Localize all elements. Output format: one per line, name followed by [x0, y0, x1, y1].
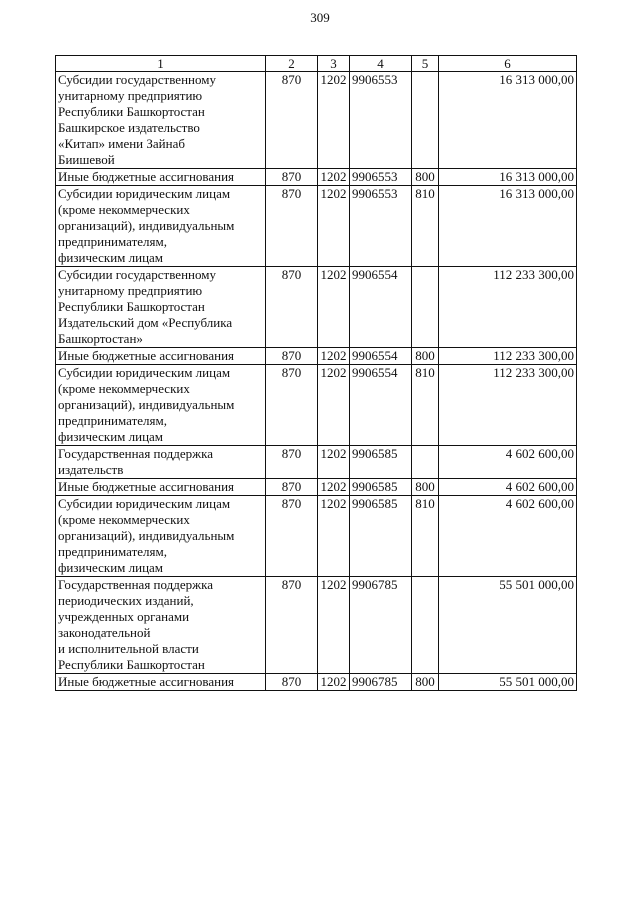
- row-name: Государственная поддержка издательств: [56, 446, 266, 479]
- expense-type-code: 800: [412, 479, 439, 496]
- expense-type-code: 810: [412, 496, 439, 577]
- row-name: Субсидии юридическим лицам (кроме некоммерческих организаций), индивидуальным предпринимателям, физическим лицам: [56, 496, 266, 577]
- row-name: Субсидии юридическим лицам (кроме некоммерческих организаций), индивидуальным предпринимателям, физическим лицам: [56, 186, 266, 267]
- section-code: 1202: [318, 72, 350, 169]
- section-code: 1202: [318, 446, 350, 479]
- amount: 4 602 600,00: [439, 496, 577, 577]
- ministry-code: 870: [266, 446, 318, 479]
- column-header: 4: [350, 56, 412, 72]
- section-code: 1202: [318, 365, 350, 446]
- ministry-code: 870: [266, 674, 318, 691]
- row-name: Иные бюджетные ассигнования: [56, 348, 266, 365]
- column-header: 5: [412, 56, 439, 72]
- table-row: [56, 479, 577, 496]
- ministry-code: 870: [266, 496, 318, 577]
- amount: 112 233 300,00: [439, 348, 577, 365]
- expense-type-code: 800: [412, 348, 439, 365]
- row-name: Субсидии юридическим лицам (кроме некоммерческих организаций), индивидуальным предпринимателям, физическим лицам: [56, 365, 266, 446]
- budget-table: [55, 55, 577, 691]
- amount: 16 313 000,00: [439, 186, 577, 267]
- section-code: 1202: [318, 348, 350, 365]
- section-code: 1202: [318, 479, 350, 496]
- row-name: Субсидии государственному унитарному предприятию Республики Башкортостан Издательский дом «Республика Башкортостан»: [56, 267, 266, 348]
- amount: 16 313 000,00: [439, 169, 577, 186]
- ministry-code: 870: [266, 72, 318, 169]
- section-code: 1202: [318, 186, 350, 267]
- row-name: Субсидии государственному унитарному предприятию Республики Башкортостан Башкирское издательство «Китап» имени Зайнаб Биишевой: [56, 72, 266, 169]
- target-article-code: 9906585: [350, 446, 412, 479]
- expense-type-code: 800: [412, 674, 439, 691]
- expense-type-code: 810: [412, 365, 439, 446]
- column-header: 6: [439, 56, 577, 72]
- target-article-code: 9906553: [350, 169, 412, 186]
- row-name: Иные бюджетные ассигнования: [56, 674, 266, 691]
- column-header: 3: [318, 56, 350, 72]
- target-article-code: 9906785: [350, 577, 412, 674]
- table-header-row: [56, 56, 577, 72]
- amount: 4 602 600,00: [439, 479, 577, 496]
- expense-type-code: 810: [412, 186, 439, 267]
- target-article-code: 9906785: [350, 674, 412, 691]
- row-name: Государственная поддержка периодических изданий, учрежденных органами законодательной и исполнительной власти Республики Башкортостан: [56, 577, 266, 674]
- table-row: [56, 267, 577, 348]
- ministry-code: 870: [266, 186, 318, 267]
- section-code: 1202: [318, 267, 350, 348]
- table-row: [56, 169, 577, 186]
- column-header: 1: [56, 56, 266, 72]
- amount: 16 313 000,00: [439, 72, 577, 169]
- amount: 55 501 000,00: [439, 577, 577, 674]
- expense-type-code: [412, 446, 439, 479]
- expense-type-code: [412, 72, 439, 169]
- amount: 4 602 600,00: [439, 446, 577, 479]
- target-article-code: 9906554: [350, 365, 412, 446]
- table-row: [56, 348, 577, 365]
- table-row: [56, 365, 577, 446]
- target-article-code: 9906554: [350, 348, 412, 365]
- ministry-code: 870: [266, 348, 318, 365]
- section-code: 1202: [318, 496, 350, 577]
- table-row: [56, 186, 577, 267]
- ministry-code: 870: [266, 479, 318, 496]
- table-row: [56, 674, 577, 691]
- amount: 112 233 300,00: [439, 267, 577, 348]
- section-code: 1202: [318, 577, 350, 674]
- target-article-code: 9906585: [350, 496, 412, 577]
- target-article-code: 9906554: [350, 267, 412, 348]
- section-code: 1202: [318, 674, 350, 691]
- row-name: Иные бюджетные ассигнования: [56, 169, 266, 186]
- column-header: 2: [266, 56, 318, 72]
- target-article-code: 9906585: [350, 479, 412, 496]
- table-row: [56, 496, 577, 577]
- section-code: 1202: [318, 169, 350, 186]
- amount: 55 501 000,00: [439, 674, 577, 691]
- amount: 112 233 300,00: [439, 365, 577, 446]
- target-article-code: 9906553: [350, 186, 412, 267]
- ministry-code: 870: [266, 365, 318, 446]
- expense-type-code: [412, 577, 439, 674]
- ministry-code: 870: [266, 577, 318, 674]
- table-row: [56, 446, 577, 479]
- table-row: [56, 72, 577, 169]
- ministry-code: 870: [266, 267, 318, 348]
- table-row: [56, 577, 577, 674]
- ministry-code: 870: [266, 169, 318, 186]
- expense-type-code: [412, 267, 439, 348]
- page-number: 309: [310, 10, 330, 25]
- row-name: Иные бюджетные ассигнования: [56, 479, 266, 496]
- target-article-code: 9906553: [350, 72, 412, 169]
- expense-type-code: 800: [412, 169, 439, 186]
